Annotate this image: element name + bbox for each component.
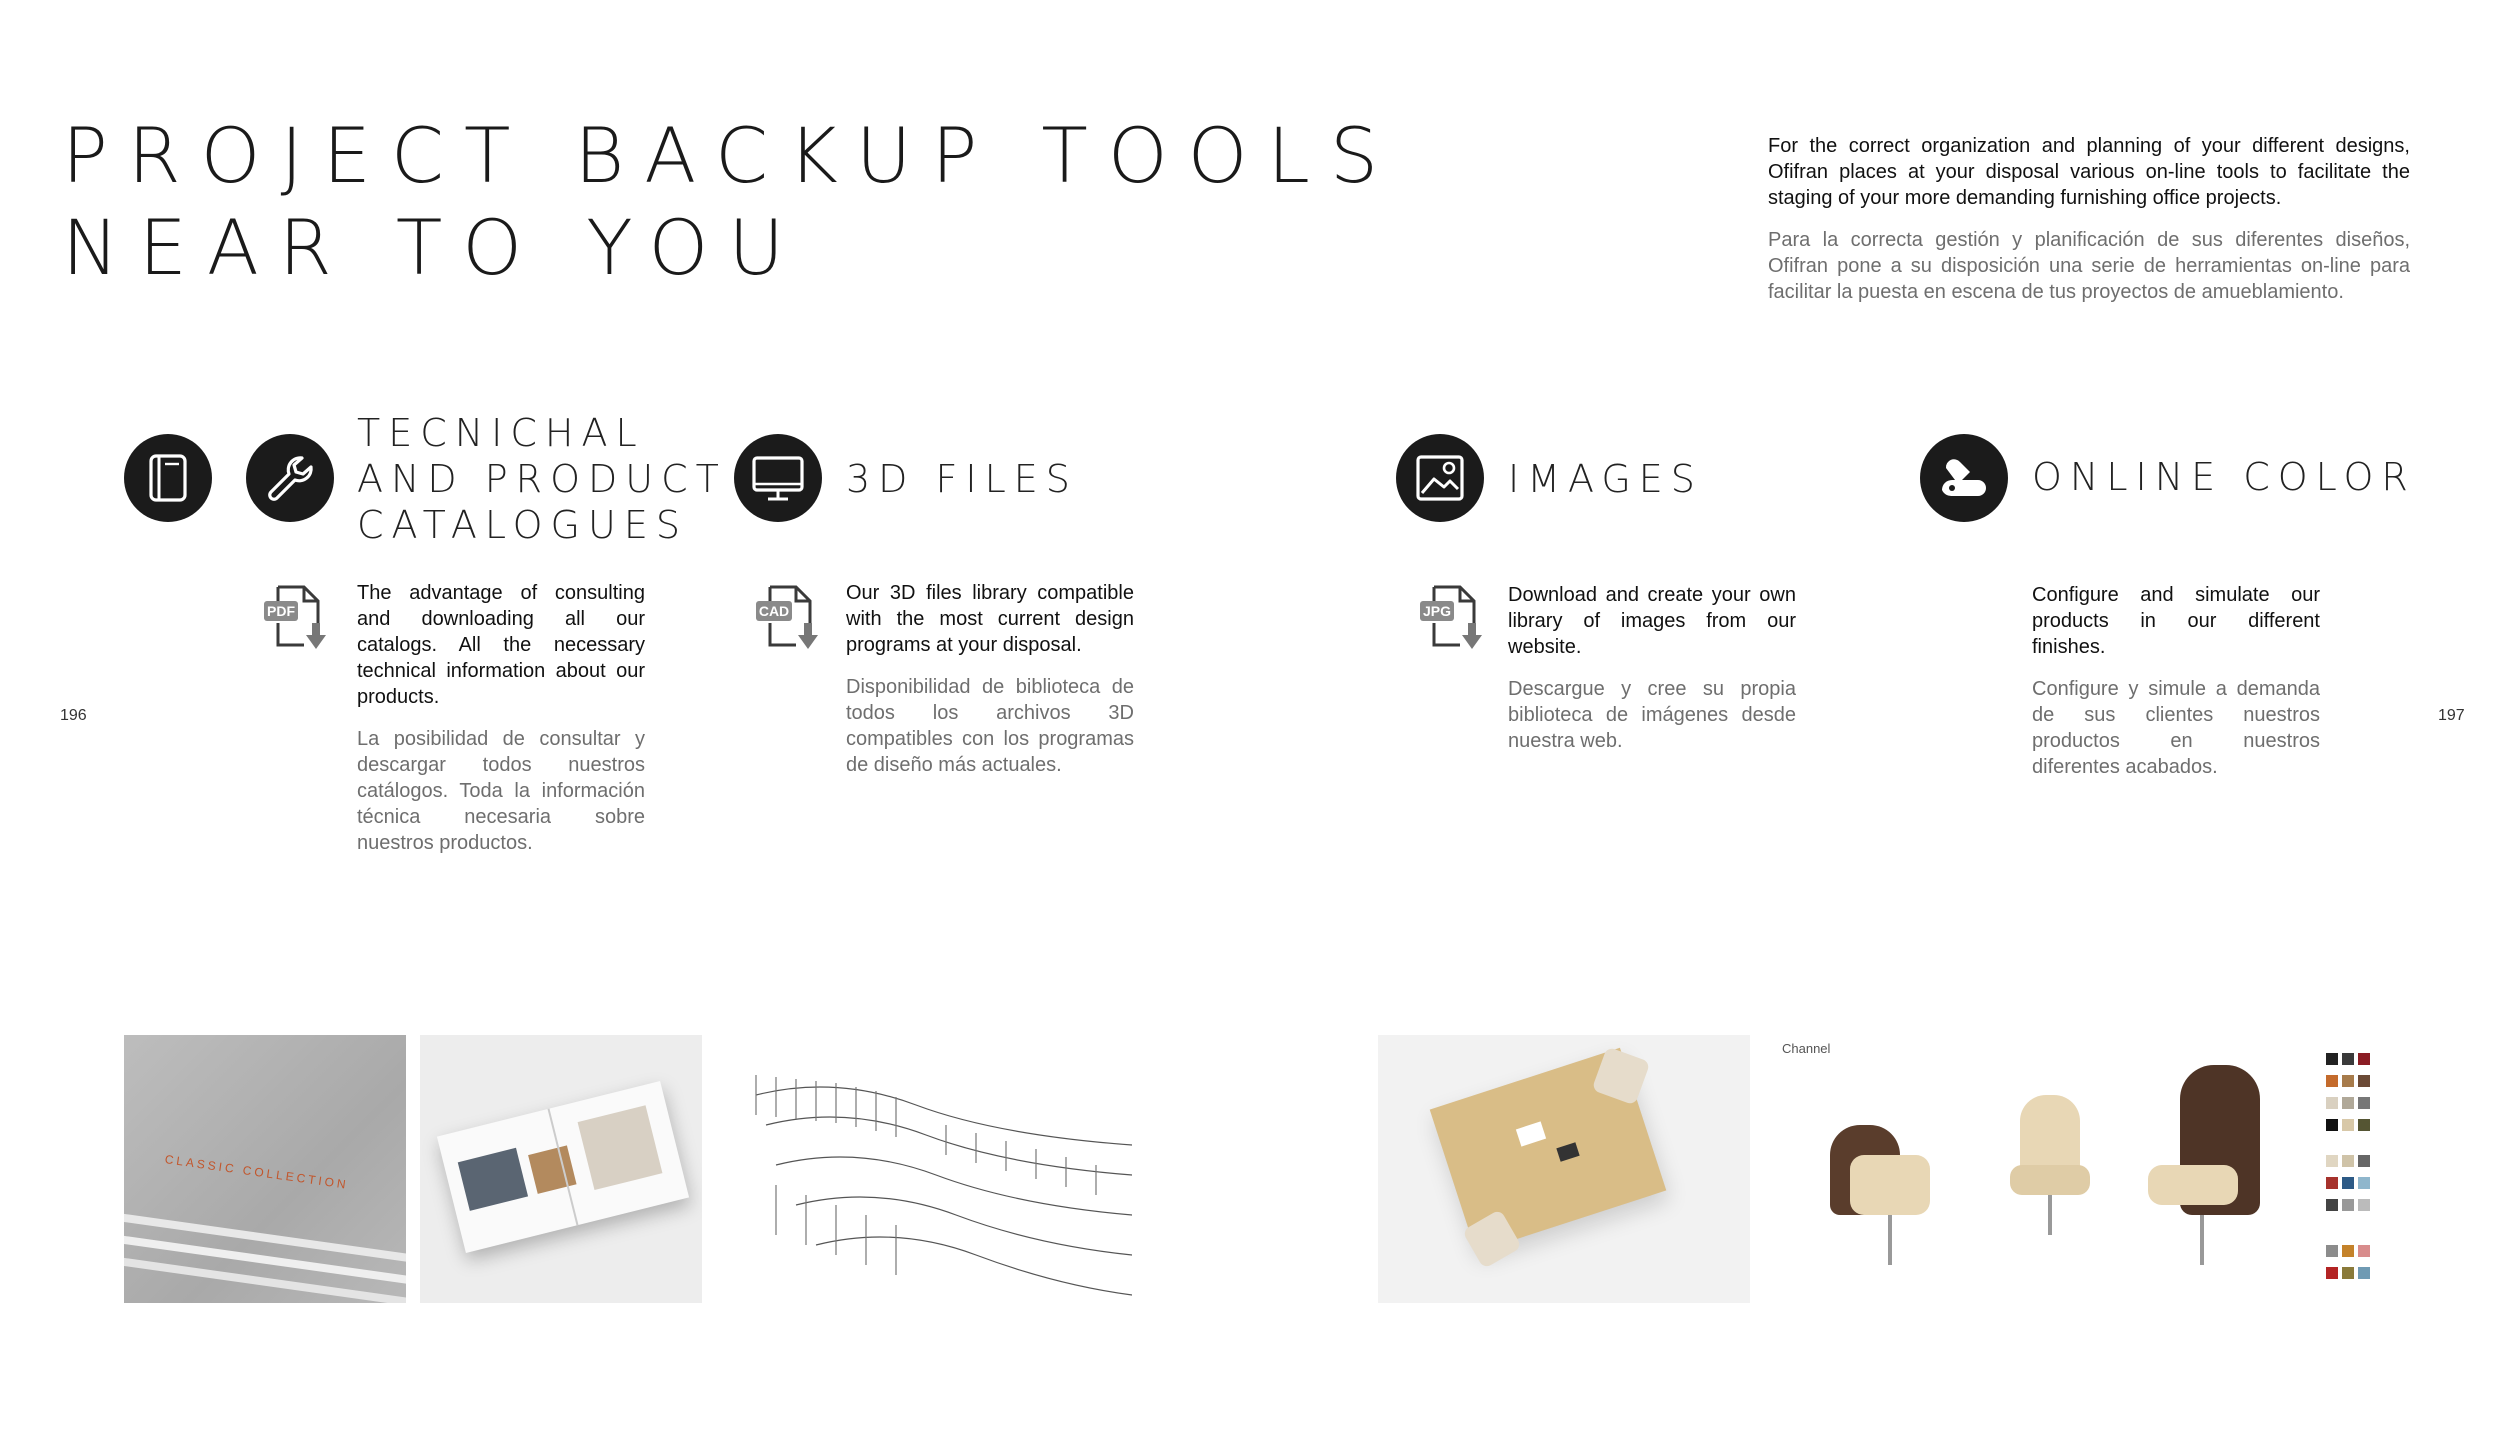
section-title-online-color: ONLINE COLOR — [2032, 455, 2416, 499]
page-title — [62, 110, 1398, 294]
title-line-1: PROJECT BACKUP TOOLS — [62, 111, 1399, 200]
photo-office-table — [1378, 1035, 1750, 1303]
online-color-spanish: Configure y simule a demanda de sus clientes nuestros productos en nuestros diferentes acabados. — [2032, 678, 2320, 778]
images-spanish: Descargue y cree su propia biblioteca de imágenes desde nuestra web. — [1508, 678, 1796, 752]
monitor-icon — [734, 434, 822, 522]
intro-text — [1768, 133, 2410, 321]
image-icon — [1396, 434, 1484, 522]
photo-catalog-cover — [124, 1035, 406, 1303]
intro-spanish: Para la correcta gestión y planificación de sus diferentes diseños, Ofifran pone a su disposición una serie de herramientas on-line para facilitar la puesta en escena de tus proyectos de amueblamiento. — [1768, 229, 2410, 303]
catalog-spine-text: CLASSIC COLLECTION — [163, 1152, 350, 1192]
configurator-label: Channel — [1782, 1041, 1831, 1056]
3d-files-english: Our 3D files library compatible with the most current design programs at your disposal. — [846, 582, 1134, 656]
wrench-icon — [246, 434, 334, 522]
catalogues-description — [357, 580, 645, 872]
images-english: Download and create your own library of images from our website. — [1508, 584, 1796, 658]
svg-text:PDF: PDF — [267, 603, 295, 619]
online-color-description — [2032, 582, 2320, 796]
catalogues-title-line-2: AND PRODUCT — [357, 457, 727, 501]
jpg-download-icon[interactable] — [1418, 583, 1490, 660]
3d-files-description — [846, 580, 1134, 794]
title-line-2: NEAR TO YOU — [62, 203, 804, 292]
section-title-3d-files: 3D FILES — [846, 457, 1078, 501]
section-title-catalogues — [357, 410, 727, 548]
intro-english: For the correct organization and planning of your different designs, Ofifran places at your disposal various on-line tools to facilitate the staging of your more demanding furnishing office projects. — [1768, 135, 2410, 209]
catalogues-title-line-1: TECNICHAL — [357, 411, 645, 455]
online-color-english: Configure and simulate our products in our different finishes. — [2032, 584, 2320, 658]
images-description — [1508, 582, 1796, 770]
book-icon — [124, 434, 212, 522]
photo-chair-configurator — [1770, 1035, 2390, 1303]
catalogues-title-line-3: CATALOGUES — [357, 503, 688, 547]
svg-text:CAD: CAD — [758, 603, 790, 619]
cad-download-icon[interactable] — [754, 583, 826, 660]
color-swatch-icon — [1920, 434, 2008, 522]
section-title-images: IMAGES — [1508, 457, 1703, 501]
photo-cad-wireframe — [716, 1035, 1132, 1303]
svg-text:JPG: JPG — [1422, 603, 1452, 619]
photo-open-catalog — [420, 1035, 702, 1303]
3d-files-spanish: Disponibilidad de biblioteca de todos los archivos 3D compatibles con los programas de diseño más actuales. — [846, 676, 1134, 776]
page-number-right: 197 — [2438, 707, 2465, 724]
page-number-left: 196 — [60, 707, 87, 724]
catalogues-spanish: La posibilidad de consultar y descargar todos nuestros catálogos. Toda la información técnica necesaria sobre nuestros productos. — [357, 728, 645, 854]
pdf-download-icon[interactable] — [262, 583, 334, 660]
catalogues-english: The advantage of consulting and downloading all our catalogs. All the necessary technical information about our products. — [357, 582, 645, 708]
